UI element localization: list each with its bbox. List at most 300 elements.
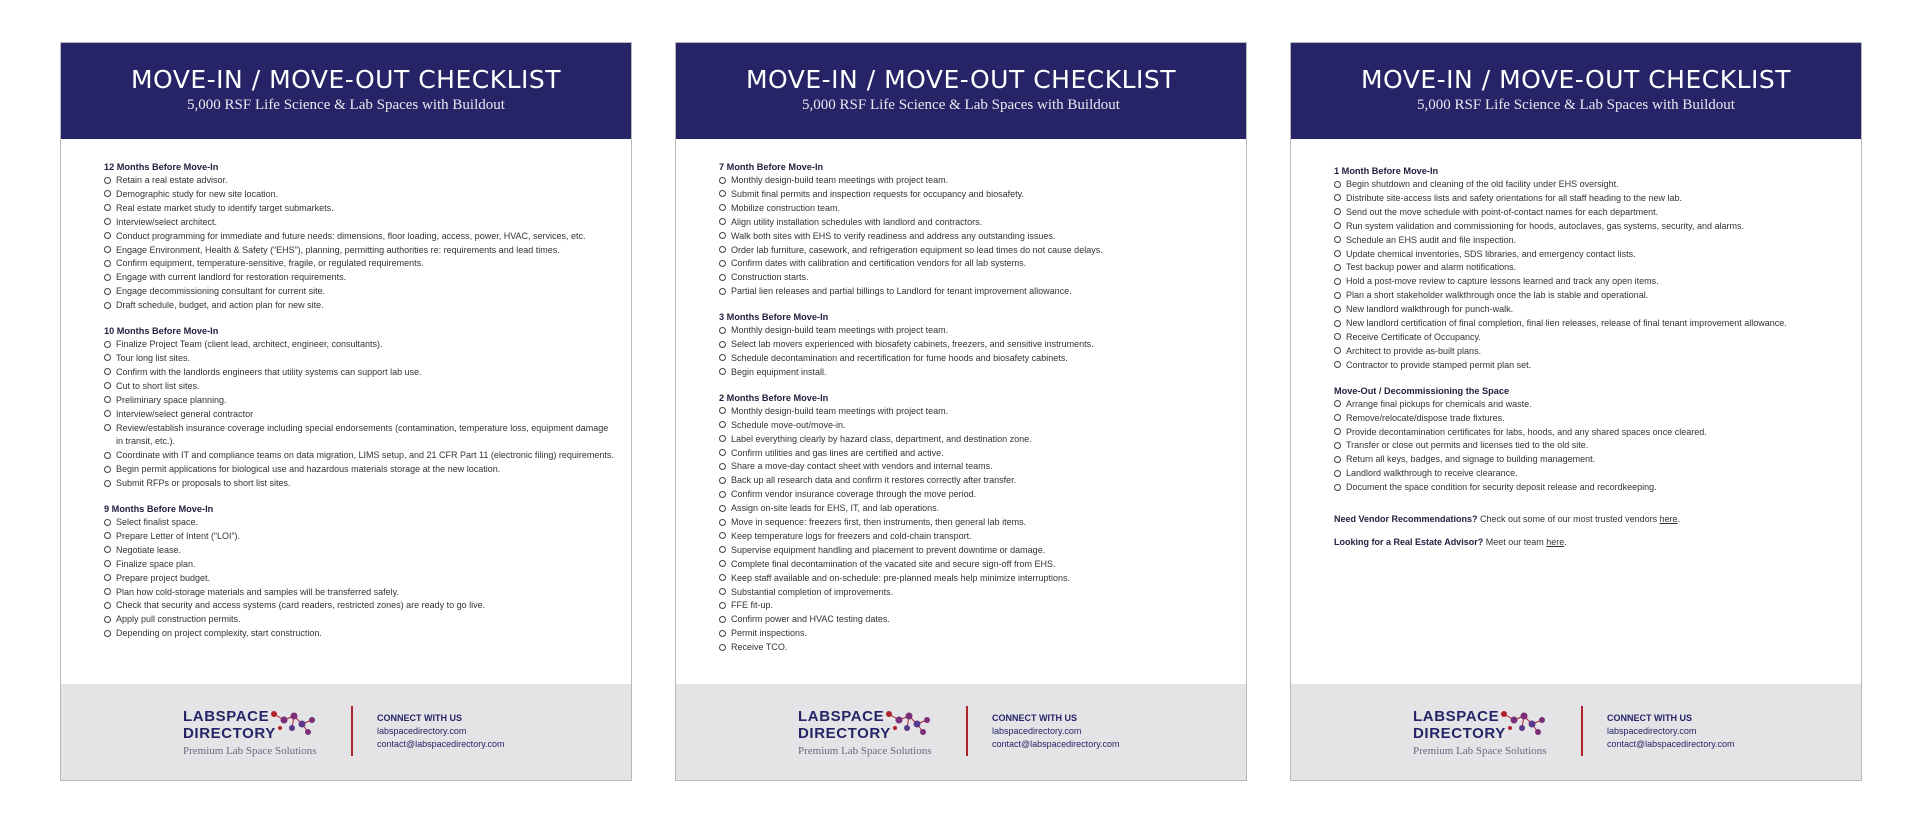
checklist-item: [104, 463, 617, 477]
checkbox-circle-icon[interactable]: [1334, 222, 1341, 229]
checklist-item-text: Schedule move-out/move-in.: [731, 419, 846, 430]
checklist-item: [719, 460, 1232, 474]
email-link[interactable]: contact@labspacedirectory.com: [377, 739, 505, 749]
checklist-item: [719, 544, 1232, 558]
checklist-item-text: Transfer or close out permits and licenses tied to the old site.: [1346, 440, 1589, 451]
checkbox-circle-icon[interactable]: [719, 588, 726, 595]
checklist-item-text: Share a move-day contact sheet with vendors and internal teams.: [731, 461, 993, 472]
checklist-item-text: Begin permit applications for biological use and hazardous materials storage at the new location.: [116, 464, 501, 475]
checklist-item-text: New landlord walkthrough for punch-walk.: [1346, 304, 1514, 315]
checklist-item: [719, 352, 1232, 366]
checklist-item-text: Confirm vendor insurance coverage through the move period.: [731, 489, 977, 500]
checklist-item-text: Interview/select architect.: [116, 216, 218, 227]
labspace-logo[interactable]: [183, 708, 333, 760]
connect-heading: CONNECT WITH US: [992, 713, 1077, 723]
checkbox-circle-icon[interactable]: [719, 449, 726, 456]
logo-word-2: DIRECTORY: [183, 725, 276, 742]
checklist-item: [1334, 453, 1847, 467]
checklist-item-text: Architect to provide as-built plans.: [1346, 345, 1482, 356]
checklist-item-text: Confirm dates with calibration and certification vendors for all lab systems.: [731, 258, 1027, 269]
checkbox-circle-icon[interactable]: [719, 288, 726, 295]
checklist-item-text: Demographic study for new site location.: [116, 188, 279, 199]
checklist-item: [1334, 439, 1847, 453]
checklist-item-text: Select finalist space.: [116, 517, 199, 528]
checkbox-circle-icon[interactable]: [719, 644, 726, 651]
checkbox-circle-icon[interactable]: [104, 177, 111, 184]
checklist-item-text: Check that security and access systems (card readers, restricted zones) are ready to go live.: [116, 600, 486, 611]
checklist-items: [719, 174, 1232, 299]
checklist-item: [104, 516, 617, 530]
section-title: 9 Months Before Move-In: [104, 504, 214, 515]
labspace-logo[interactable]: [1413, 708, 1563, 760]
checklist-item-text: New landlord certification of final completion, final lien releases, release of final tenant improvement allowance.: [1346, 318, 1787, 329]
checklist-item-text: Arrange final pickups for chemicals and waste.: [1346, 398, 1532, 409]
checkbox-circle-icon[interactable]: [719, 246, 726, 253]
note-heading: Need Vendor Recommendations?: [1334, 514, 1478, 525]
checkbox-circle-icon[interactable]: [104, 602, 111, 609]
checkbox-circle-icon[interactable]: [719, 341, 726, 348]
checklist-item-text: Distribute site-access lists and safety orientations for all staff heading to the new lab.: [1346, 192, 1683, 203]
checklist-item-text: Select lab movers experienced with biosafety cabinets, freezers, and sensitive instruments.: [731, 339, 1094, 350]
checklist-item: [719, 433, 1232, 447]
checklist-item: [719, 572, 1232, 586]
note-line: [1334, 513, 1847, 526]
checklist-items: [1334, 178, 1847, 373]
checklist-item-text: Back up all research data and confirm it restores correctly after transfer.: [731, 475, 1017, 486]
checkbox-circle-icon[interactable]: [104, 354, 111, 361]
checklist-item: [1334, 192, 1847, 206]
checkbox-circle-icon[interactable]: [719, 630, 726, 637]
checklist-item-text: Receive Certificate of Occupancy.: [1346, 331, 1481, 342]
checklist-item-text: Finalize Project Team (client lead, architect, engineer, consultants).: [116, 339, 383, 350]
checklist-item: [719, 188, 1232, 202]
logo-tagline: Premium Lab Space Solutions: [798, 745, 932, 757]
checklist-item-text: Keep staff available and on-schedule: pre-planned meals help minimize interruptions.: [731, 572, 1071, 583]
checklist-items: [719, 324, 1232, 380]
checklist-item-text: Construction starts.: [731, 272, 809, 283]
checklist-item: [719, 599, 1232, 613]
checklist-item-text: Monthly design-build team meetings with project team.: [731, 325, 949, 336]
checklist-item: [719, 586, 1232, 600]
checklist-item-text: Contractor to provide stamped permit plan set.: [1346, 359, 1532, 370]
checklist-item-text: Monthly design-build team meetings with project team.: [731, 405, 949, 416]
checklist-item: [719, 530, 1232, 544]
checklist-item-text: Assign on-site leads for EHS, IT, and lab operations.: [731, 503, 940, 514]
logo-tagline: Premium Lab Space Solutions: [183, 745, 317, 757]
checklist-item: [1334, 359, 1847, 373]
checkbox-circle-icon[interactable]: [719, 260, 726, 267]
page-header: [676, 43, 1246, 139]
checkbox-circle-icon[interactable]: [1334, 347, 1341, 354]
checklist-item: [104, 544, 617, 558]
checklist-item-text: Tour long list sites.: [116, 352, 191, 363]
checkbox-circle-icon[interactable]: [104, 519, 111, 526]
checkbox-circle-icon[interactable]: [719, 491, 726, 498]
checklist-item-text: Plan how cold-storage materials and samples will be transferred safely.: [116, 586, 399, 597]
checklist-section: [719, 161, 1232, 299]
note-end: .: [1677, 514, 1681, 525]
checklist-item: [1334, 331, 1847, 345]
checkbox-circle-icon[interactable]: [1334, 428, 1341, 435]
checklist-item: [104, 477, 617, 491]
checklist-item-text: Submit final permits and inspection requests for occupancy and biosafety.: [731, 188, 1024, 199]
checklist-item: [719, 627, 1232, 641]
checklist-section: [1334, 165, 1847, 373]
checkbox-circle-icon[interactable]: [719, 421, 726, 428]
checklist-item-text: Schedule an EHS audit and file inspection.: [1346, 234, 1517, 245]
email-link[interactable]: contact@labspacedirectory.com: [992, 739, 1120, 749]
checklist-item-text: Draft schedule, budget, and action plan for new site.: [116, 300, 324, 311]
checkbox-circle-icon[interactable]: [719, 463, 726, 470]
checklist-body: [1334, 159, 1847, 549]
checklist-item: [104, 408, 617, 422]
checkbox-circle-icon[interactable]: [1334, 470, 1341, 477]
checkbox-circle-icon[interactable]: [104, 288, 111, 295]
checklist-item-text: Begin shutdown and cleaning of the old facility under EHS oversight.: [1346, 179, 1619, 189]
page-title: MOVE-IN / MOVE-OUT CHECKLIST: [1360, 65, 1792, 94]
checklist-item: [104, 572, 617, 586]
checklist-item-text: Submit RFPs or proposals to short list sites.: [116, 478, 291, 489]
note-link[interactable]: here: [1659, 514, 1678, 525]
checklist-item-text: Engage decommissioning consultant for current site.: [116, 286, 326, 297]
checklist-items: [104, 516, 617, 641]
checkbox-circle-icon[interactable]: [104, 588, 111, 595]
checklist-section: [1334, 385, 1847, 495]
checklist-item-text: Hold a post-move review to capture lessons learned and track any open items.: [1346, 276, 1659, 287]
checklist-item: [719, 502, 1232, 516]
checklist-item: [104, 174, 617, 188]
checklist-item: [719, 285, 1232, 299]
checklist-item: [1334, 248, 1847, 262]
checklist-item: [104, 257, 617, 271]
checklist-item: [719, 405, 1232, 419]
checklist-item: [719, 257, 1232, 271]
checklist-item: [104, 188, 617, 202]
checkbox-circle-icon[interactable]: [719, 560, 726, 567]
checkbox-circle-icon[interactable]: [1334, 456, 1341, 463]
checklist-item-text: Conduct programming for immediate and future needs: dimensions, floor loading, access, power, HVAC, services, etc.: [116, 230, 586, 241]
checklist-item: [1334, 234, 1847, 248]
checkbox-circle-icon[interactable]: [104, 341, 111, 348]
checklist-item-text: Finalize space plan.: [116, 558, 196, 569]
checklist-items: [104, 174, 617, 313]
page-header: [61, 43, 631, 139]
logo-tagline: Premium Lab Space Solutions: [1413, 745, 1547, 757]
note-text: Check out some of our most trusted vendors: [1477, 514, 1660, 525]
checklist-item-text: Begin equipment install.: [731, 366, 827, 377]
checkbox-circle-icon[interactable]: [104, 630, 111, 637]
checklist-item: [719, 230, 1232, 244]
checklist-item-text: FFE fit-up.: [731, 600, 774, 611]
checklist-section: [104, 503, 617, 641]
checklist-item: [104, 271, 617, 285]
checklist-item: [719, 366, 1232, 380]
checklist-item-text: Test backup power and alarm notifications.: [1346, 262, 1517, 273]
checklist-item-text: Move in sequence: freezers first, then instruments, then general lab items.: [731, 517, 1027, 528]
checklist-section: [104, 161, 617, 313]
checklist-item: [719, 558, 1232, 572]
checkbox-circle-icon[interactable]: [1334, 181, 1341, 188]
checklist-item: [1334, 412, 1847, 426]
checklist-item: [104, 613, 617, 627]
checklist-item: [1334, 398, 1847, 412]
page-subtitle: 5,000 RSF Life Science & Lab Spaces with Buildout: [802, 97, 1120, 113]
checkbox-circle-icon[interactable]: [104, 368, 111, 375]
checklist-item-text: Label everything clearly by hazard class, department, and destination zone.: [731, 433, 1032, 444]
checklist-item-text: Depending on project complexity, start construction.: [116, 628, 322, 639]
checkbox-circle-icon[interactable]: [1334, 250, 1341, 257]
checklist-item-text: Confirm utilities and gas lines are certified and active.: [731, 447, 944, 458]
checklist-item-text: Coordinate with IT and compliance teams on data migration, LIMS setup, and 21 CFR Part 11 (electronic filing) requirements.: [116, 450, 614, 461]
molecule-icon: [1498, 706, 1548, 738]
footer-divider: [1581, 706, 1583, 756]
checkbox-circle-icon[interactable]: [104, 532, 111, 539]
checklist-item-text: Prepare Letter of Intent (“LOI”).: [116, 530, 241, 541]
checklist-item-text: Align utility installation schedules with landlord and contractors.: [731, 216, 983, 227]
section-title: 12 Months Before Move-In: [104, 162, 219, 172]
checkbox-circle-icon[interactable]: [1334, 333, 1341, 340]
checklist-item-text: Negotiate lease.: [116, 544, 182, 555]
checkbox-circle-icon[interactable]: [104, 546, 111, 553]
checklist-item-text: Interview/select general contractor: [116, 408, 254, 419]
checkbox-circle-icon[interactable]: [719, 519, 726, 526]
checkbox-circle-icon[interactable]: [719, 218, 726, 225]
checkbox-circle-icon[interactable]: [1334, 236, 1341, 243]
checklist-item-text: Review/establish insurance coverage including special endorsements (contamination, temperature loss, equipment damage in transit, etc.).: [116, 422, 609, 447]
checklist-item-text: Engage with current landlord for restoration requirements.: [116, 272, 347, 283]
note-link[interactable]: here: [1546, 537, 1565, 548]
website-link[interactable]: labspacedirectory.com: [1607, 726, 1697, 736]
checklist-item: [719, 338, 1232, 352]
checkbox-circle-icon[interactable]: [719, 368, 726, 375]
checklist-item: [104, 449, 617, 463]
checklist-item: [1334, 303, 1847, 317]
checkbox-circle-icon[interactable]: [1334, 320, 1341, 327]
footer-divider: [351, 706, 353, 756]
contact-block: [377, 712, 505, 751]
checklist-item-text: Substantial completion of improvements.: [731, 586, 894, 597]
page-subtitle: 5,000 RSF Life Science & Lab Spaces with Buildout: [1417, 97, 1735, 113]
website-link[interactable]: labspacedirectory.com: [992, 726, 1082, 736]
checklist-items: [104, 338, 617, 491]
checkbox-circle-icon[interactable]: [719, 602, 726, 609]
checklist-item-text: Keep temperature logs for freezers and cold-chain transport.: [731, 530, 972, 541]
checkbox-circle-icon[interactable]: [104, 274, 111, 281]
checkbox-circle-icon[interactable]: [719, 204, 726, 211]
checkbox-circle-icon[interactable]: [1334, 194, 1341, 201]
checklist-item-text: Update chemical inventories, SDS libraries, and emergency contact lists.: [1346, 248, 1636, 259]
checklist-item: [104, 352, 617, 366]
checkbox-circle-icon[interactable]: [1334, 264, 1341, 271]
checkbox-circle-icon[interactable]: [719, 532, 726, 539]
page-footer: [1291, 684, 1861, 780]
page-subtitle: 5,000 RSF Life Science & Lab Spaces with Buildout: [187, 97, 505, 113]
checklist-item-text: Walk both sites with EHS to verify readiness and address any outstanding issues.: [731, 230, 1056, 241]
checklist-item-text: Preliminary space planning.: [116, 394, 227, 405]
logo-word-1: LABSPACE: [798, 708, 885, 725]
checklist-item: [104, 627, 617, 641]
checklist-item: [719, 447, 1232, 461]
checkbox-circle-icon[interactable]: [104, 190, 111, 197]
checklist-item: [104, 394, 617, 408]
checklist-item-text: Retain a real estate advisor.: [116, 175, 228, 185]
checkbox-circle-icon[interactable]: [104, 382, 111, 389]
checklist-item: [1334, 178, 1847, 192]
checklist-item: [719, 244, 1232, 258]
checklist-item-text: Send out the move schedule with point-of-contact names for each department.: [1346, 206, 1659, 217]
contact-block: [992, 712, 1120, 751]
checkbox-circle-icon[interactable]: [719, 232, 726, 239]
checklist-item: [104, 422, 617, 450]
checklist-item: [719, 324, 1232, 338]
checkbox-circle-icon[interactable]: [1334, 278, 1341, 285]
checkbox-circle-icon[interactable]: [1334, 484, 1341, 491]
page-title: MOVE-IN / MOVE-OUT CHECKLIST: [745, 65, 1177, 94]
checklist-item: [104, 530, 617, 544]
checkbox-circle-icon[interactable]: [719, 407, 726, 414]
checklist-item-text: Confirm with the landlords engineers that utility systems can support lab use.: [116, 366, 422, 377]
checklist-item: [1334, 289, 1847, 303]
checklist-item-text: Remove/relocate/dispose trade fixtures.: [1346, 412, 1505, 423]
section-title: 10 Months Before Move-In: [104, 326, 219, 337]
checkbox-circle-icon[interactable]: [104, 410, 111, 417]
checkbox-circle-icon[interactable]: [104, 396, 111, 403]
checkbox-circle-icon[interactable]: [719, 354, 726, 361]
note-heading: Looking for a Real Estate Advisor?: [1334, 537, 1484, 548]
checklist-item: [719, 613, 1232, 627]
checkbox-circle-icon[interactable]: [104, 480, 111, 487]
checkbox-circle-icon[interactable]: [104, 424, 111, 431]
checkbox-circle-icon[interactable]: [104, 574, 111, 581]
checkbox-circle-icon[interactable]: [719, 177, 726, 184]
checkbox-circle-icon[interactable]: [1334, 414, 1341, 421]
checklist-item: [1334, 206, 1847, 220]
checkbox-circle-icon[interactable]: [1334, 306, 1341, 313]
website-link[interactable]: labspacedirectory.com: [377, 726, 467, 736]
checklist-item: [1334, 317, 1847, 331]
connect-heading: CONNECT WITH US: [377, 713, 462, 723]
checkbox-circle-icon[interactable]: [104, 232, 111, 239]
checkbox-circle-icon[interactable]: [104, 302, 111, 309]
checklist-item-text: Order lab furniture, casework, and refrigeration equipment so lead times do not cause delays.: [731, 244, 1103, 255]
checkbox-circle-icon[interactable]: [719, 435, 726, 442]
checklist-item-text: Schedule decontamination and recertification for fume hoods and biosafety cabinets.: [731, 352, 1068, 363]
checklist-item: [719, 488, 1232, 502]
checklist-item: [104, 216, 617, 230]
checklist-item-text: Engage Environment, Health & Safety (“EHS”), planning, permitting authorities re: requirements and lead times.: [116, 244, 560, 255]
checklist-item-text: Confirm equipment, temperature-sensitive, fragile, or regulated requirements.: [116, 258, 424, 269]
page-footer: [676, 684, 1246, 780]
checklist-item: [719, 174, 1232, 188]
molecule-icon: [883, 706, 933, 738]
checklist-item: [719, 516, 1232, 530]
checklist-item: [1334, 261, 1847, 275]
connect-heading: CONNECT WITH US: [1607, 713, 1692, 723]
checklist-page-1: [60, 42, 632, 781]
checklist-item: [104, 338, 617, 352]
checkbox-circle-icon[interactable]: [104, 616, 111, 623]
logo-word-1: LABSPACE: [1413, 708, 1500, 725]
email-link[interactable]: contact@labspacedirectory.com: [1607, 739, 1735, 749]
checklist-item: [104, 244, 617, 258]
checkbox-circle-icon[interactable]: [104, 452, 111, 459]
labspace-logo[interactable]: [798, 708, 948, 760]
checklist-item: [1334, 220, 1847, 234]
checklist-item: [1334, 345, 1847, 359]
checkbox-circle-icon[interactable]: [1334, 400, 1341, 407]
checklist-item-text: Prepare project budget.: [116, 572, 211, 583]
checkbox-circle-icon[interactable]: [719, 477, 726, 484]
contact-block: [1607, 712, 1735, 751]
checklist-item-text: Apply pull construction permits.: [116, 614, 241, 625]
checklist-item: [104, 285, 617, 299]
checklist-item-text: Plan a short stakeholder walkthrough once the lab is stable and operational.: [1346, 290, 1649, 301]
checklist-item: [104, 558, 617, 572]
checkbox-circle-icon[interactable]: [719, 546, 726, 553]
page-header: [1291, 43, 1861, 139]
checkbox-circle-icon[interactable]: [719, 574, 726, 581]
checkbox-circle-icon[interactable]: [104, 260, 111, 267]
checklist-item: [104, 366, 617, 380]
checklist-item: [1334, 467, 1847, 481]
checklist-body: [719, 155, 1232, 667]
checkbox-circle-icon[interactable]: [104, 204, 111, 211]
checklist-item-text: Return all keys, badges, and signage to building management.: [1346, 454, 1596, 465]
checklist-body: [104, 155, 617, 653]
checklist-item: [104, 230, 617, 244]
logo-word-2: DIRECTORY: [798, 725, 891, 742]
checkbox-circle-icon[interactable]: [1334, 361, 1341, 368]
checkbox-circle-icon[interactable]: [1334, 208, 1341, 215]
checkbox-circle-icon[interactable]: [719, 616, 726, 623]
checklist-item-text: Real estate market study to identify target submarkets.: [116, 202, 334, 213]
checkbox-circle-icon[interactable]: [719, 327, 726, 334]
section-title: 1 Month Before Move-In: [1334, 166, 1439, 176]
section-title: 7 Month Before Move-In: [719, 162, 824, 172]
checklist-item: [719, 216, 1232, 230]
checklist-item-text: Cut to short list sites.: [116, 380, 200, 391]
checkbox-circle-icon[interactable]: [719, 190, 726, 197]
checkbox-circle-icon[interactable]: [104, 560, 111, 567]
checklist-item: [104, 202, 617, 216]
checklist-section: [719, 311, 1232, 380]
checklist-item: [719, 202, 1232, 216]
checklist-section: [104, 325, 617, 491]
checkbox-circle-icon[interactable]: [719, 505, 726, 512]
checklist-item: [1334, 426, 1847, 440]
checkbox-circle-icon[interactable]: [104, 466, 111, 473]
checklist-item: [719, 641, 1232, 655]
checkbox-circle-icon[interactable]: [104, 246, 111, 253]
checkbox-circle-icon[interactable]: [104, 218, 111, 225]
note-line: [1334, 536, 1847, 549]
note-text: Meet our team: [1483, 537, 1547, 548]
checklist-item-text: Document the space condition for security deposit release and recordkeeping.: [1346, 482, 1657, 493]
checklist-item: [719, 271, 1232, 285]
page-title: MOVE-IN / MOVE-OUT CHECKLIST: [130, 65, 562, 94]
logo-word-2: DIRECTORY: [1413, 725, 1506, 742]
checklist-item: [1334, 275, 1847, 289]
checklist-item: [104, 599, 617, 613]
footer-divider: [966, 706, 968, 756]
checklist-item-text: Provide decontamination certificates for labs, hoods, and any shared spaces once cleared.: [1346, 426, 1707, 437]
checklist-item-text: Permit inspections.: [731, 628, 808, 639]
checkbox-circle-icon[interactable]: [719, 274, 726, 281]
checklist-page-2: [675, 42, 1247, 781]
checkbox-circle-icon[interactable]: [1334, 442, 1341, 449]
checklist-section: [719, 392, 1232, 655]
checkbox-circle-icon[interactable]: [1334, 292, 1341, 299]
